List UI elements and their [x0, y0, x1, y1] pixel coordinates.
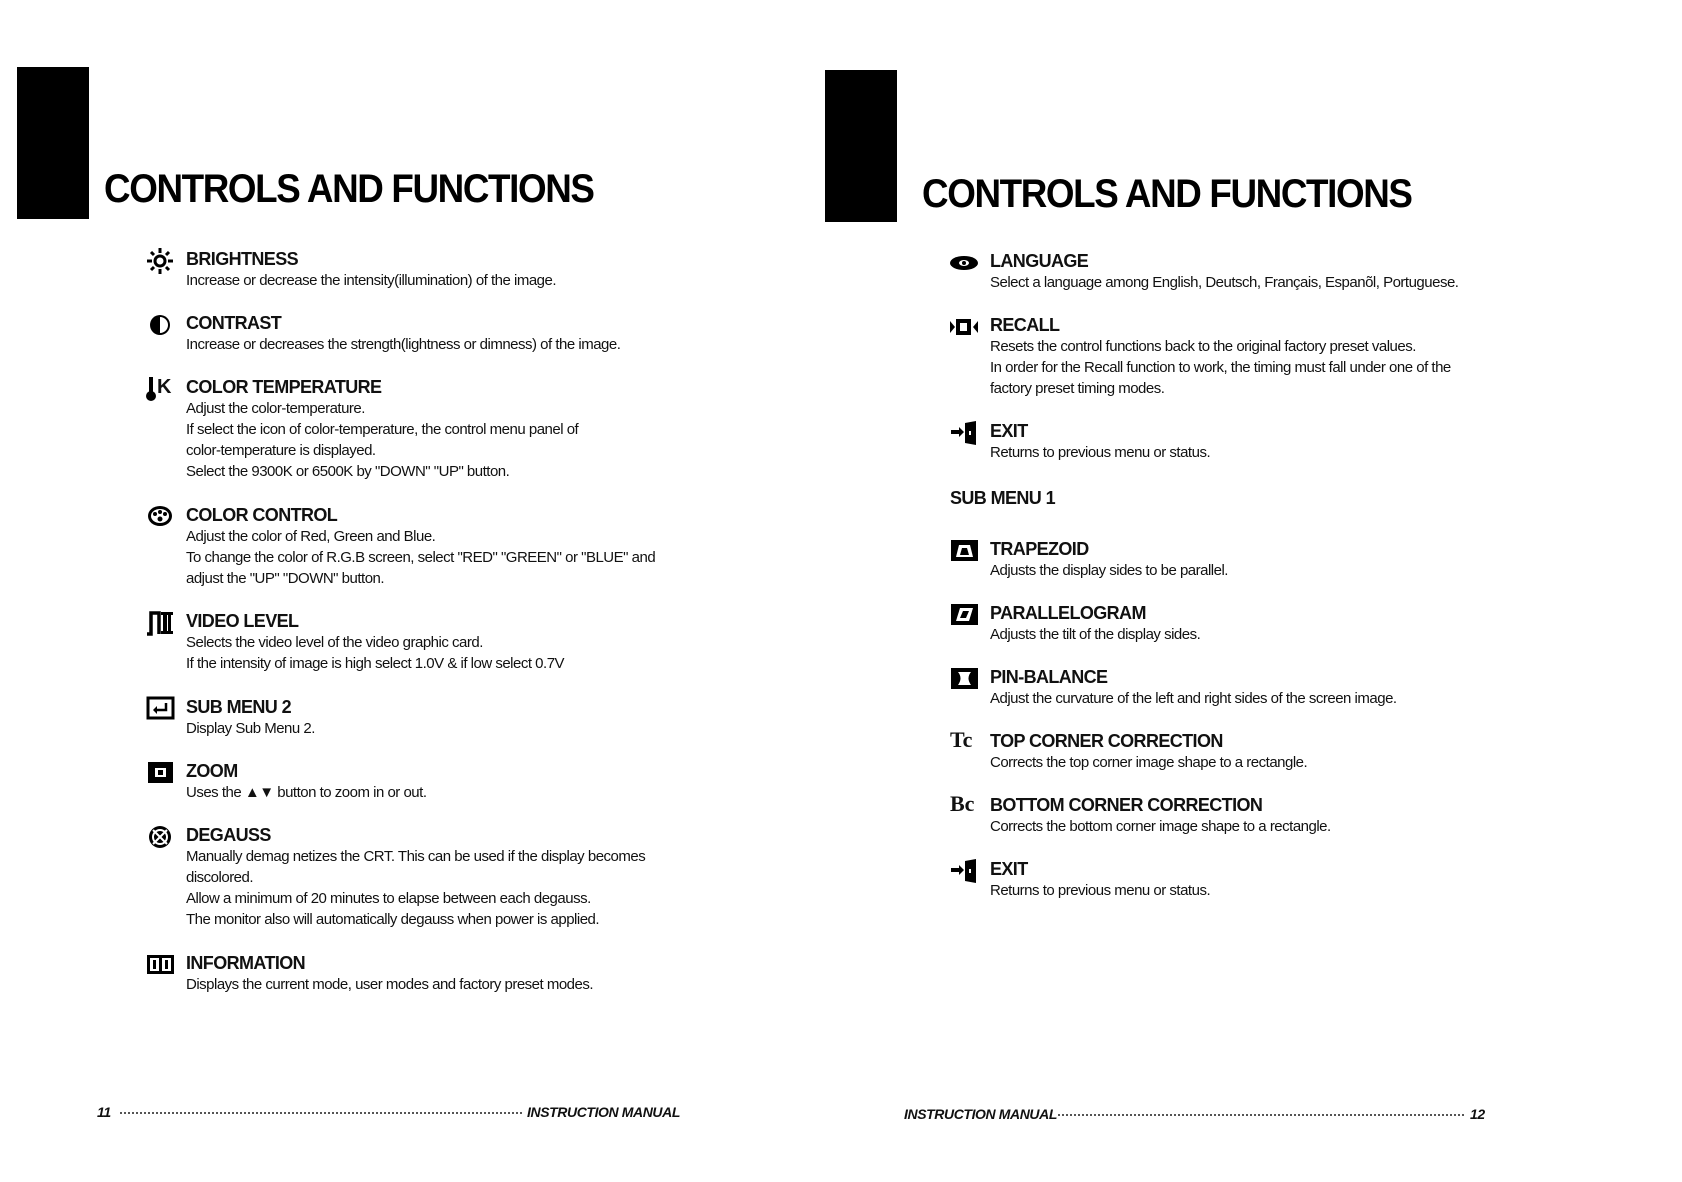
page-number: 11 — [97, 1104, 111, 1120]
recall-heading: RECALL — [990, 315, 1060, 335]
chapter-tab — [17, 67, 89, 219]
zoom-icon — [146, 760, 176, 786]
color-control-desc-line: Adjust the color of Red, Green and Blue. — [186, 528, 436, 545]
zoom-desc-line: Uses the ▲▼ button to zoom in or out. — [186, 784, 427, 801]
page-title: CONTROLS AND FUNCTIONS — [104, 167, 594, 211]
contrast-desc-line: Increase or decreases the strength(lightness or dimness) of the image. — [186, 336, 621, 353]
contrast-heading: CONTRAST — [186, 313, 282, 333]
top-corner-correction-desc-line: Corrects the top corner image shape to a rectangle. — [990, 754, 1308, 771]
top-corner-icon — [950, 727, 980, 756]
sub-menu-1-label: SUB MENU 1 — [950, 488, 1056, 508]
color-temperature-desc-line: Adjust the color-temperature. — [186, 400, 365, 417]
chapter-tab — [825, 70, 897, 222]
top-corner-correction-heading: TOP CORNER CORRECTION — [990, 731, 1223, 751]
video-level-heading: VIDEO LEVEL — [186, 611, 299, 631]
degauss-desc-line: The monitor also will automatically degauss when power is applied. — [186, 911, 600, 928]
page-number: 12 — [1470, 1106, 1485, 1122]
degauss-icon — [146, 824, 176, 850]
exit-door-icon — [950, 420, 980, 446]
color-control-desc-line: adjust the "UP" "DOWN" button. — [186, 570, 385, 587]
information-desc-line: Displays the current mode, user modes and factory preset modes. — [186, 976, 594, 993]
video-level-icon — [146, 610, 176, 636]
exit-door-icon — [950, 858, 980, 884]
information-book-icon — [146, 952, 176, 978]
pin-balance-icon — [950, 666, 980, 692]
degauss-desc-line: Allow a minimum of 20 minutes to elapse between each degauss. — [186, 890, 591, 907]
left-page — [0, 0, 820, 1182]
brightness-desc-line: Increase or decrease the intensity(illumination) of the image. — [186, 272, 557, 289]
exit-heading: EXIT — [990, 421, 1028, 441]
brightness-heading: BRIGHTNESS — [186, 249, 299, 269]
language-heading: LANGUAGE — [990, 251, 1089, 271]
color-control-palette-icon — [146, 504, 176, 530]
trapezoid-icon — [950, 538, 980, 564]
contrast-half-circle-icon — [146, 312, 176, 338]
degauss-desc-line: discolored. — [186, 869, 254, 886]
exit-desc-line: Returns to previous menu or status. — [990, 444, 1211, 461]
language-eye-icon — [950, 250, 980, 276]
information-heading: INFORMATION — [186, 953, 306, 973]
trapezoid-desc-line: Adjusts the display sides to be parallel. — [990, 562, 1228, 579]
language-desc-line: Select a language among English, Deutsch, Français, Espanõl, Portuguese. — [990, 274, 1459, 291]
sub-menu-2-desc-line: Display Sub Menu 2. — [186, 720, 315, 737]
color-temperature-desc-line: color-temperature is displayed. — [186, 442, 376, 459]
sub-menu-2-heading: SUB MENU 2 — [186, 697, 292, 717]
bottom-corner-correction-desc-line: Corrects the bottom corner image shape to a rectangle. — [990, 818, 1331, 835]
bottom-corner-correction-heading: BOTTOM CORNER CORRECTION — [990, 795, 1263, 815]
trapezoid-heading: TRAPEZOID — [990, 539, 1089, 559]
bottom-corner-icon-text: Bc — [950, 791, 975, 816]
color-control-desc-line: To change the color of R.G.B screen, select "RED" "GREEN" or "BLUE" and — [186, 549, 656, 566]
sub-menu-exit-heading: EXIT — [990, 859, 1028, 879]
sub-menu-enter-icon — [146, 696, 176, 722]
bottom-corner-icon — [950, 791, 980, 820]
top-corner-icon-text: Tc — [950, 727, 973, 752]
degauss-desc-line: Manually demag netizes the CRT. This can be used if the display becomes — [186, 848, 646, 865]
recall-desc-line: factory preset timing modes. — [990, 380, 1165, 397]
zoom-heading: ZOOM — [186, 761, 238, 781]
parallelogram-icon — [950, 602, 980, 628]
color-temperature-desc-line: Select the 9300K or 6500K by "DOWN" "UP" button. — [186, 463, 510, 480]
footer-label: INSTRUCTION MANUAL — [904, 1106, 1058, 1122]
video-level-desc-line: Selects the video level of the video graphic card. — [186, 634, 483, 651]
right-page — [820, 0, 1682, 1182]
video-level-desc-line: If the intensity of image is high select 1.0V & if low select 0.7V — [186, 655, 565, 672]
recall-desc-line: In order for the Recall function to work, the timing must fall under one of the — [990, 359, 1451, 376]
recall-desc-line: Resets the control functions back to the original factory preset values. — [990, 338, 1416, 355]
color-temperature-heading: COLOR TEMPERATURE — [186, 377, 382, 397]
page-title: CONTROLS AND FUNCTIONS — [922, 172, 1412, 216]
degauss-heading: DEGAUSS — [186, 825, 271, 845]
pin-balance-desc-line: Adjust the curvature of the left and right sides of the screen image. — [990, 690, 1397, 707]
color-temperature-icon — [146, 376, 176, 402]
color-control-heading: COLOR CONTROL — [186, 505, 338, 525]
footer-dotted-leader — [1058, 1114, 1464, 1116]
color-temperature-icon-text: K — [157, 376, 172, 398]
parallelogram-heading: PARALLELOGRAM — [990, 603, 1146, 623]
parallelogram-desc-line: Adjusts the tilt of the display sides. — [990, 626, 1201, 643]
recall-icon — [950, 314, 980, 340]
pin-balance-heading: PIN-BALANCE — [990, 667, 1108, 687]
sub-menu-exit-desc-line: Returns to previous menu or status. — [990, 882, 1211, 899]
footer-label: INSTRUCTION MANUAL — [527, 1104, 681, 1120]
color-temperature-desc-line: If select the icon of color-temperature, the control menu panel of — [186, 421, 579, 438]
footer-dotted-leader — [120, 1112, 522, 1114]
brightness-sun-icon — [146, 248, 176, 274]
